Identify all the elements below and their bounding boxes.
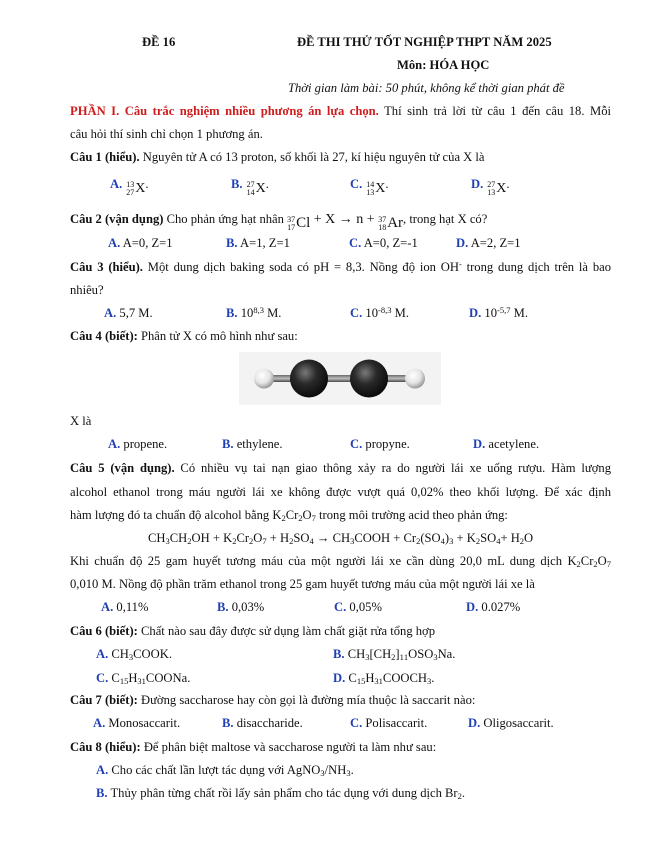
question-3: Câu 3 (hiểu). Một dung dịch baking soda có pH = 8,3. Nồng độ ion OH- trong dung dịch trên là bao xyxy=(70,259,612,274)
question-4-option-d[interactable]: D. acetylene. xyxy=(473,437,540,451)
question-2-option-a[interactable]: A. A=0, Z=1 xyxy=(108,236,173,250)
question-3-option-a[interactable]: A. 5,7 M. xyxy=(104,306,153,320)
question-4-x-is: X là xyxy=(70,414,92,428)
question-5: Câu 5 (vận dụng). Có nhiều vụ tai nạn giao thông xảy ra do người lái xe uống rượu. Hàm lượng xyxy=(70,461,611,475)
question-8: Câu 8 (hiểu): Để phân biệt maltose và saccharose người ta làm như sau: xyxy=(70,740,437,754)
question-3-line2: nhiêu? xyxy=(70,283,104,297)
question-5-line5: Khi chuẩn độ 25 gam huyết tương máu của một người lái xe cần dùng 20,0 mL dung dịch $K_2Cr_2O_7$ xyxy=(70,554,611,569)
question-2: Câu 2 (vận dụng) Cho phản ứng hạt nhân 37 17 Cl + X → n + 37 18 Ar, trong hạt X có? xyxy=(70,212,488,233)
question-5-equation: $CH_3CH_2OH + K_2Cr_2O_7 + H_2SO_4$ → $CH_3COOH + Cr_2(SO_4)_3 + K_2SO_4+ H_2O$ xyxy=(148,531,534,546)
question-2-option-c[interactable]: C. A=0, Z=-1 xyxy=(349,236,418,250)
question-2-option-b[interactable]: B. A=1, Z=1 xyxy=(226,236,290,250)
question-5-line6: 0,010 M. Nồng độ phần trăm ethanol trong 25 gam huyết tương máu của một người lái xe là xyxy=(70,577,535,591)
question-4-option-c[interactable]: C. propyne. xyxy=(350,437,410,451)
exam-title: ĐỀ THI THỬ TỐT NGHIỆP THPT NĂM 2025 xyxy=(297,35,552,49)
hydrogen-atom xyxy=(405,369,425,389)
question-6-option-a[interactable]: A. $CH_3COOK$. xyxy=(96,647,172,662)
question-2-option-d[interactable]: D. A=2, Z=1 xyxy=(456,236,521,250)
question-1-option-c[interactable]: C. 14 13 X. xyxy=(350,177,389,198)
question-3-option-d[interactable]: D. $10^{-5,7}$ M. xyxy=(469,305,528,320)
argon-isotope: 37 18 Ar xyxy=(378,215,404,233)
question-7: Câu 7 (biết): Đường saccharose hay còn gọi là đường mía thuộc là saccarit nào: xyxy=(70,693,476,707)
acetylene-molecule-image xyxy=(239,352,441,405)
question-5-option-c[interactable]: C. 0,05% xyxy=(334,600,382,614)
part1-title: PHẦN I. Câu trắc nghiệm nhiều phương án lựa chọn. xyxy=(70,104,379,118)
chlorine-isotope: 37 17 Cl xyxy=(287,215,311,233)
exam-code: ĐỀ 16 xyxy=(142,35,176,49)
question-1-option-d[interactable]: D. 27 13 X. xyxy=(471,177,510,198)
question-1: Câu 1 (hiểu). Nguyên tử A có 13 proton, số khối là 27, kí hiệu nguyên tử của X là xyxy=(70,150,485,164)
carbon-atom xyxy=(290,360,328,398)
question-5-option-a[interactable]: A. 0,11% xyxy=(101,600,149,614)
question-4-option-b[interactable]: B. ethylene. xyxy=(222,437,283,451)
question-5-line3: hàm lượng đó ta chuẩn độ alcohol bằng $K_2Cr_2O_7$ trong môi trường acid theo phản ứng: xyxy=(70,508,508,523)
question-8-option-a[interactable]: A. Cho các chất lần lượt tác dụng với $AgNO_3/NH_3$. xyxy=(96,763,354,778)
question-4-option-a[interactable]: A. propene. xyxy=(108,437,168,451)
question-7-option-b[interactable]: B. disaccharide. xyxy=(222,716,303,730)
question-6-option-c[interactable]: C. $C_{15}H_{31}COONa$. xyxy=(96,671,191,686)
question-1-option-b[interactable]: B. 27 14 X. xyxy=(231,177,269,198)
question-7-option-a[interactable]: A. Monosaccarit. xyxy=(93,716,181,730)
question-5-option-b[interactable]: B. 0,03% xyxy=(217,600,265,614)
question-5-option-d[interactable]: D. 0.027% xyxy=(466,600,521,614)
question-6: Câu 6 (biết): Chất nào sau đây được sử dụng làm chất giặt rửa tổng hợp xyxy=(70,624,436,638)
carbon-atom xyxy=(350,360,388,398)
question-4: Câu 4 (biết): Phân tử X có mô hình như sau: xyxy=(70,329,298,343)
question-3-option-b[interactable]: B. 10$^{8,3}$ M. xyxy=(226,305,282,320)
exam-time-note: Thời gian làm bài: 50 phút, không kể thời gian phát đề xyxy=(288,81,565,95)
question-7-option-c[interactable]: C. Polisaccarit. xyxy=(350,716,428,730)
question-8-option-b[interactable]: B. Thủy phân từng chất rồi lấy sản phẩm cho tác dụng với dung dịch $Br_2$. xyxy=(96,786,466,801)
molecule-model xyxy=(239,352,441,405)
question-3-option-c[interactable]: C. $10^{-8,3}$ M. xyxy=(350,305,409,320)
question-6-option-d[interactable]: D. $C_{15}H_{31}COOCH_3$. xyxy=(333,671,435,686)
hydrogen-atom xyxy=(254,369,274,389)
part1-instructions-line2: câu hỏi thí sinh chỉ chọn 1 phương án. xyxy=(70,127,263,141)
question-5-line2: alcohol ethanol trong máu người lái xe không được vượt quá 0,02% theo khối lượng. Để xác định xyxy=(70,485,611,499)
bond xyxy=(259,375,419,382)
question-7-option-d[interactable]: D. Oligosaccarit. xyxy=(468,716,554,730)
part1-instructions: PHẦN I. Câu trắc nghiệm nhiều phương án lựa chọn. Thí sinh trả lời từ câu 1 đến câu 18. Mỗi xyxy=(70,104,611,118)
question-1-option-a[interactable]: A. 13 27 X. xyxy=(110,177,149,198)
exam-subject: Môn: HÓA HỌC xyxy=(397,58,490,72)
question-6-option-b[interactable]: B. $CH_3[CH_2]_{11}OSO_3Na$. xyxy=(333,647,456,662)
